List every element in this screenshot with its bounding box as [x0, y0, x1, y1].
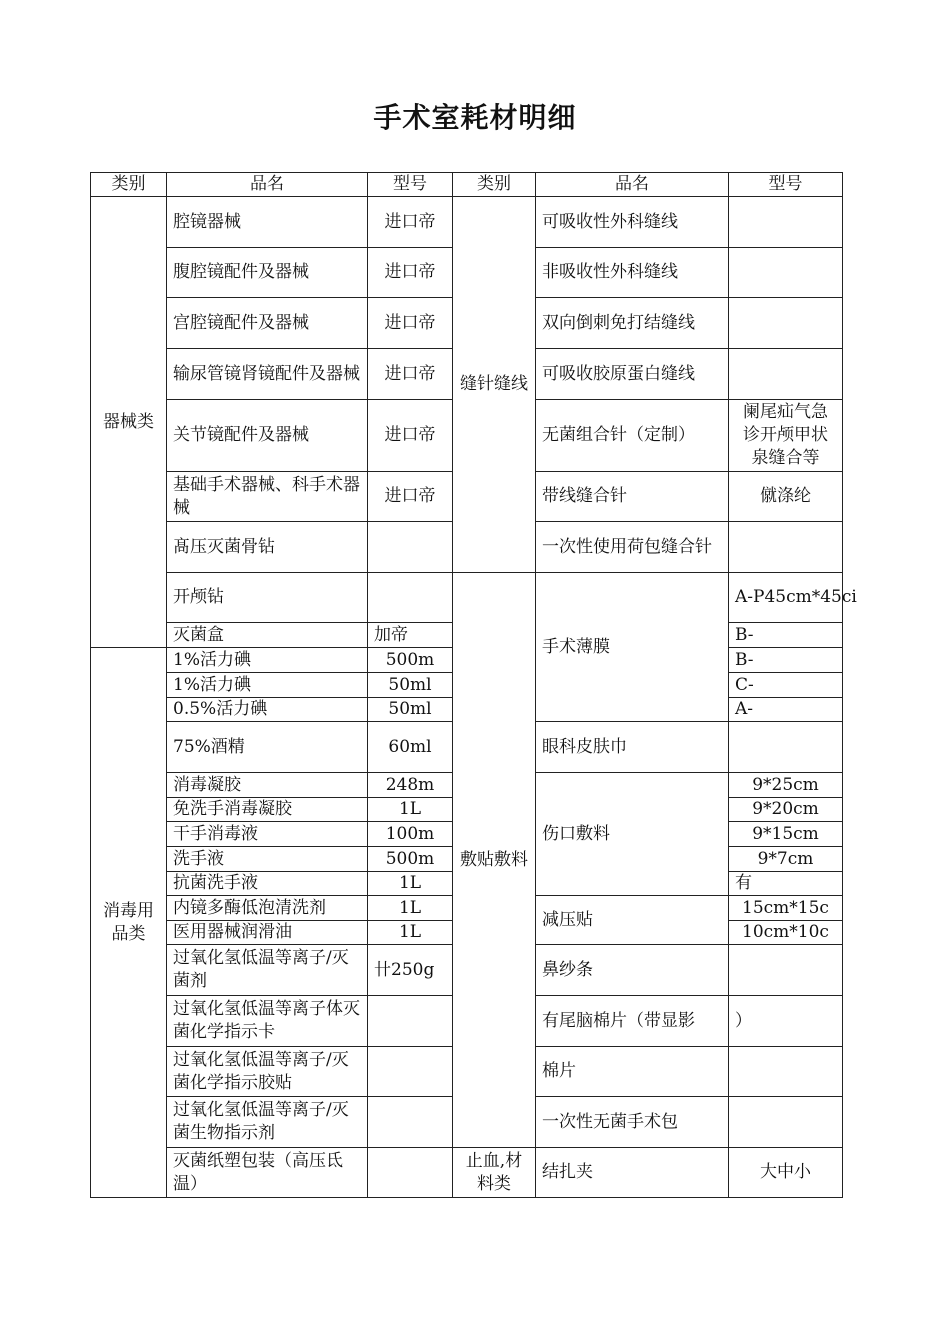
table-header-row — [91, 173, 843, 197]
item-model-cell: 僦涤纶 — [729, 472, 843, 522]
header-model-2: 型号 — [729, 173, 843, 197]
item-model-cell: 进口帝 — [368, 197, 453, 248]
item-model-cell — [368, 573, 453, 623]
category-cell-dressings: 敷贴敷料 — [453, 573, 536, 1148]
document-title: 手术室耗材明细 — [373, 101, 577, 134]
item-model-cell — [368, 1148, 453, 1198]
item-model-cell: 10cm*10c — [729, 921, 843, 945]
item-name-cell: 输尿管镜肾镜配件及器械 — [167, 349, 368, 400]
item-name-cell: 75%酒精 — [167, 722, 368, 773]
item-name-cell: 腔镜器械 — [167, 197, 368, 248]
header-category-2: 类别 — [453, 173, 536, 197]
item-name-cell: 伤口敷料 — [536, 773, 729, 896]
item-name-cell: 消毒凝胶 — [167, 773, 368, 798]
item-model-cell: 阑尾疝气急诊开颅甲状泉缝合等 — [729, 400, 843, 472]
item-model-cell: 500m — [368, 847, 453, 872]
item-name-cell: 结扎夹 — [536, 1148, 729, 1198]
header-category: 类别 — [91, 173, 167, 197]
item-name-cell: 过氧化氢低温等离子/灭菌生物指示剂 — [167, 1097, 368, 1148]
item-model-cell — [729, 248, 843, 298]
item-model-cell: 50ml — [368, 698, 453, 722]
item-model-cell: 500m — [368, 648, 453, 673]
item-name-cell: 鼻纱条 — [536, 945, 729, 996]
item-model-cell: 1L — [368, 872, 453, 896]
item-name-cell: 医用器械润滑油 — [167, 921, 368, 945]
item-model-cell: 60ml — [368, 722, 453, 773]
table-row — [91, 1148, 843, 1198]
item-name-cell: 带线缝合针 — [536, 472, 729, 522]
item-model-cell: 1L — [368, 798, 453, 822]
item-name-cell: 腹腔镜配件及器械 — [167, 248, 368, 298]
header-model: 型号 — [368, 173, 453, 197]
item-model-cell: 9*20cm — [729, 798, 843, 822]
item-model-cell: 248m — [368, 773, 453, 798]
item-model-cell: 9*25cm — [729, 773, 843, 798]
item-model-cell: 1L — [368, 896, 453, 921]
item-model-cell: C- — [729, 673, 843, 698]
header-item-name-2: 品名 — [536, 173, 729, 197]
item-name-cell: 过氧化氢低温等离子体灭菌化学指示卡 — [167, 996, 368, 1047]
item-model-cell — [729, 522, 843, 573]
item-model-cell: A- — [729, 698, 843, 722]
item-model-cell: 15cm*15c — [729, 896, 843, 921]
item-name-cell: 1%活力碘 — [167, 673, 368, 698]
category-cell-instruments: 器械类 — [91, 197, 167, 648]
item-model-cell: 卄250g — [368, 945, 453, 996]
item-model-cell — [729, 298, 843, 349]
item-name-cell: 髙压灭菌骨钻 — [167, 522, 368, 573]
item-model-cell: A-P45cm*45ci — [729, 573, 843, 623]
item-name-cell: 灭菌纸塑包装（高压氐温） — [167, 1148, 368, 1198]
item-name-cell: 开颅钻 — [167, 573, 368, 623]
item-name-cell: 手术薄膜 — [536, 573, 729, 722]
item-model-cell: 大中小 — [729, 1148, 843, 1198]
item-model-cell — [368, 522, 453, 573]
item-name-cell: 无菌组合针（定制） — [536, 400, 729, 472]
item-model-cell: 9*15cm — [729, 822, 843, 847]
item-model-cell: 1L — [368, 921, 453, 945]
item-model-cell — [368, 996, 453, 1047]
item-name-cell: 棉片 — [536, 1047, 729, 1097]
item-model-cell — [368, 1097, 453, 1148]
item-model-cell — [729, 1047, 843, 1097]
table-row — [91, 573, 843, 623]
item-model-cell: 9*7cm — [729, 847, 843, 872]
item-model-cell — [729, 197, 843, 248]
item-name-cell: 抗菌洗手液 — [167, 872, 368, 896]
item-model-cell: 100m — [368, 822, 453, 847]
item-model-cell: 进口帝 — [368, 248, 453, 298]
item-model-cell: 进口帝 — [368, 400, 453, 472]
item-model-cell: B- — [729, 623, 843, 648]
item-name-cell: 一次性无菌手术包 — [536, 1097, 729, 1148]
item-name-cell: 基础手术器械、科手术器械 — [167, 472, 368, 522]
item-name-cell: 干手消毒液 — [167, 822, 368, 847]
category-cell-sutures: 缝针缝线 — [453, 197, 536, 573]
item-name-cell: 内镜多酶低泡清洗剂 — [167, 896, 368, 921]
item-model-cell: 加帝 — [368, 623, 453, 648]
item-model-cell: 进口帝 — [368, 472, 453, 522]
item-model-cell: B- — [729, 648, 843, 673]
item-model-cell — [729, 945, 843, 996]
item-model-cell — [729, 1097, 843, 1148]
item-name-cell: 关节镜配件及器械 — [167, 400, 368, 472]
item-name-cell: 眼科皮肤巾 — [536, 722, 729, 773]
item-model-cell: 50ml — [368, 673, 453, 698]
category-cell-disinfection: 消毒用品类 — [91, 648, 167, 1198]
item-name-cell: 灭菌盒 — [167, 623, 368, 648]
item-name-cell: 免洗手消毒凝胶 — [167, 798, 368, 822]
item-name-cell: 可吸收性外科缝线 — [536, 197, 729, 248]
item-model-cell — [729, 349, 843, 400]
item-model-cell — [729, 722, 843, 773]
item-name-cell: 宫腔镜配件及器械 — [167, 298, 368, 349]
item-name-cell: 减压贴 — [536, 896, 729, 945]
item-name-cell: 非吸收性外科缝线 — [536, 248, 729, 298]
item-model-cell: ） — [729, 996, 843, 1047]
item-name-cell: 洗手液 — [167, 847, 368, 872]
item-name-cell: 双向倒刺免打结缝线 — [536, 298, 729, 349]
category-cell-hemostasis: 止血,材料类 — [453, 1148, 536, 1198]
item-name-cell: 一次性使用荷包缝合针 — [536, 522, 729, 573]
item-model-cell — [368, 1047, 453, 1097]
item-model-cell: 进口帝 — [368, 298, 453, 349]
item-name-cell: 过氧化氢低温等离子/灭菌化学指示胶贴 — [167, 1047, 368, 1097]
header-item-name: 品名 — [167, 173, 368, 197]
table-row — [91, 197, 843, 248]
consumables-table — [90, 172, 857, 1198]
item-model-cell: 进口帝 — [368, 349, 453, 400]
item-model-cell: 有 — [729, 872, 843, 896]
item-name-cell: 0.5%活力碘 — [167, 698, 368, 722]
item-name-cell: 过氧化氢低温等离子/灭菌剂 — [167, 945, 368, 996]
item-name-cell: 1%活力碘 — [167, 648, 368, 673]
item-name-cell: 可吸收胶原蛋白缝线 — [536, 349, 729, 400]
item-name-cell: 有尾脑棉片（带显影 — [536, 996, 729, 1047]
